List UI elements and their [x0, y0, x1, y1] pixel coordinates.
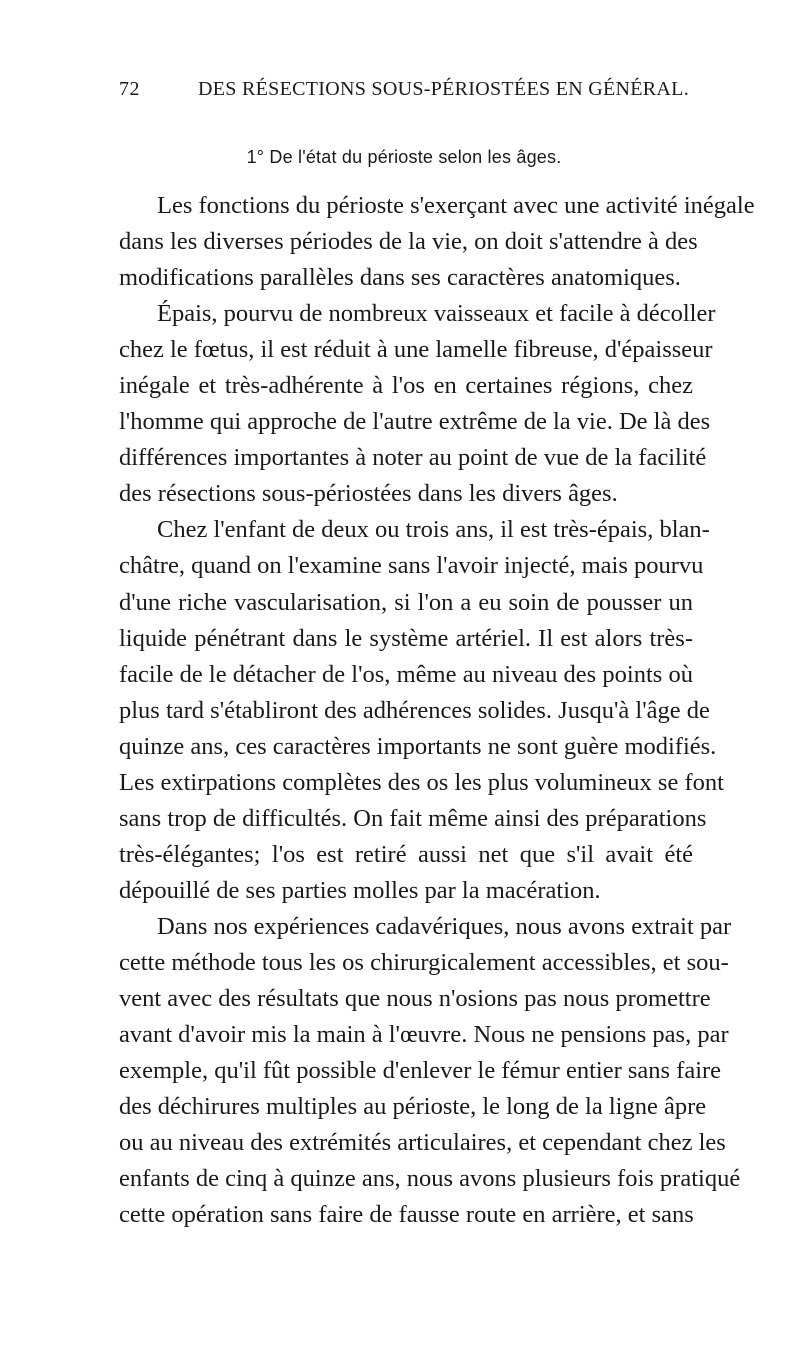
text-line: châtre, quand on l'examine sans l'avoir injecté, mais pourvu: [119, 552, 704, 580]
text-line: Dans nos expériences cadavériques, nous avons extrait par: [157, 912, 732, 940]
text-line: d'une riche vascularisation, si l'on a eu soin de pousser un: [119, 588, 693, 616]
text-line: enfants de cinq à quinze ans, nous avons plusieurs fois pratiqué: [119, 1165, 741, 1193]
text-line: cette méthode tous les os chirurgicalement accessibles, et sou-: [119, 948, 729, 976]
page-header: [119, 78, 689, 108]
text-line: sans trop de difficultés. On fait même ainsi des préparations: [119, 804, 707, 832]
text-line: vent avec des résultats que nous n'osions pas nous promettre: [119, 985, 711, 1013]
text-line: chez le fœtus, il est réduit à une lamelle fibreuse, d'épaisseur: [119, 336, 713, 364]
text-line: différences importantes à noter au point de vue de la facilité: [119, 444, 707, 472]
text-line: Épais, pourvu de nombreux vaisseaux et facile à décoller: [157, 300, 716, 328]
text-line: modifications parallèles dans ses caractères anatomiques.: [119, 264, 681, 292]
text-line: des déchirures multiples au périoste, le long de la ligne âpre: [119, 1093, 707, 1121]
text-line: dans les diverses périodes de la vie, on doit s'attendre à des: [119, 228, 698, 256]
text-line: des résections sous-périostées dans les divers âges.: [119, 480, 618, 508]
text-line: exemple, qu'il fût possible d'enlever le fémur entier sans faire: [119, 1057, 722, 1085]
text-line: Les fonctions du périoste s'exerçant avec une activité inégale: [157, 192, 755, 219]
running-title: DES RÉSECTIONS SOUS-PÉRIOSTÉES EN GÉNÉRAL.: [198, 78, 689, 100]
text-line: inégale et très-adhérente à l'os en certaines régions, chez: [119, 372, 693, 400]
text-line: avant d'avoir mis la main à l'œuvre. Nous ne pensions pas, par: [119, 1021, 729, 1049]
text-line: plus tard s'établiront des adhérences solides. Jusqu'à l'âge de: [119, 696, 710, 724]
text-line: dépouillé de ses parties molles par la macération.: [119, 876, 601, 904]
page-number: 72: [119, 78, 140, 100]
text-line: facile de le détacher de l'os, même au niveau des points où: [119, 660, 693, 688]
text-line: ou au niveau des extrémités articulaires, et cependant chez les: [119, 1129, 726, 1157]
text-line: liquide pénétrant dans le système artériel. Il est alors très-: [119, 624, 693, 652]
section-heading: 1° De l'état du périoste selon les âges.: [246, 147, 562, 167]
text-line: Chez l'enfant de deux ou trois ans, il est très-épais, blan-: [157, 516, 710, 544]
text-line: très-élégantes; l'os est retiré aussi net que s'il avait été: [119, 840, 693, 868]
text-line: quinze ans, ces caractères importants ne sont guère modifiés.: [119, 732, 717, 760]
body-text: [119, 188, 755, 1233]
text-line: l'homme qui approche de l'autre extrême de la vie. De là des: [119, 408, 711, 436]
text-line: Les extirpations complètes des os les plus volumineux se font: [119, 768, 724, 796]
text-line: cette opération sans faire de fausse route en arrière, et sans: [119, 1201, 694, 1229]
